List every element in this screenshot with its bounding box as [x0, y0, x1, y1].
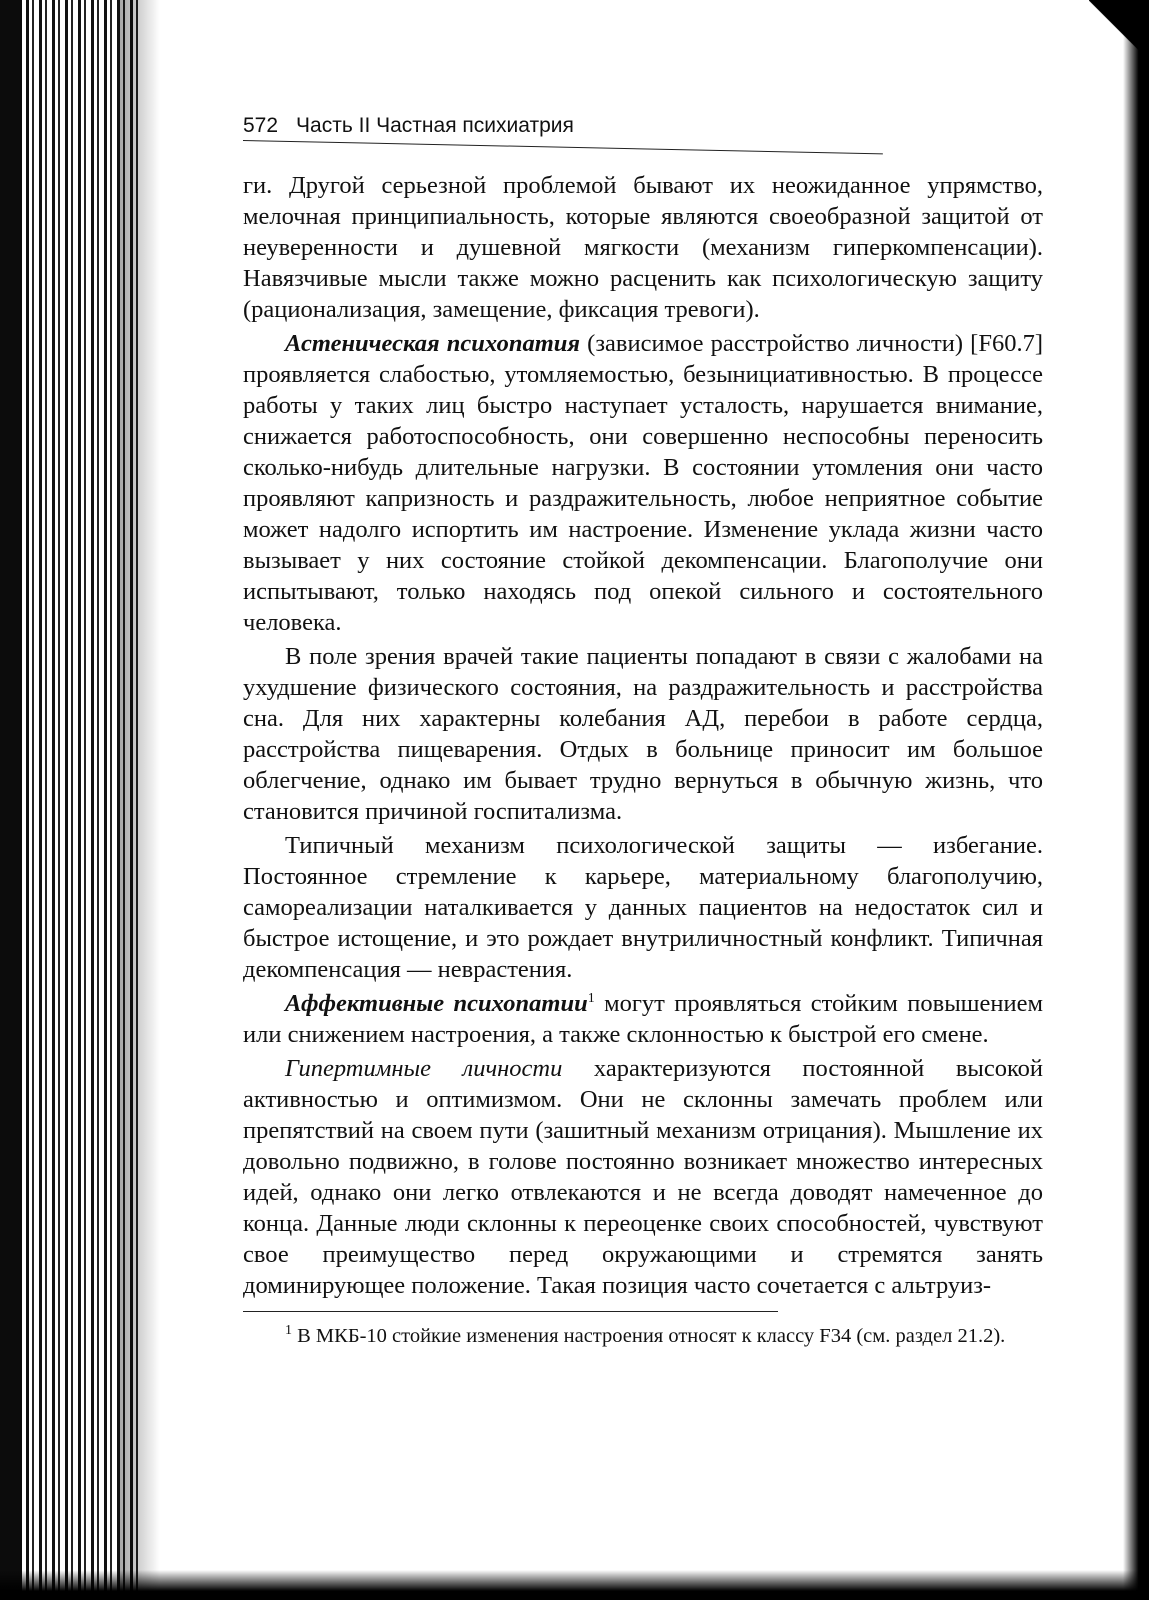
- main-text: [243, 170, 1043, 1301]
- paragraph: [243, 830, 1043, 985]
- footnote-number: 1: [285, 1323, 292, 1339]
- running-title: Часть II Частная психиатрия: [296, 114, 574, 137]
- paragraph: [243, 328, 1043, 638]
- bottom-edge-shadow: [0, 1570, 1149, 1600]
- paragraph-text: В поле зрения врачей такие пациенты попадают в связи с жалобами на ухудшение физического состояния, на раздражительность и расстройства сна. Для них характерны колебания АД, перебои в работе сердца, расстройства пищеварения. Отдых в больнице приносит им большое облегчение, однако им бывает трудно вернуться в обычную жизнь, что становится причиной госпитализма.: [243, 643, 1043, 825]
- footnote-marker: 1: [587, 990, 595, 1006]
- paragraph: [243, 988, 1043, 1050]
- paragraph: [243, 641, 1043, 827]
- paragraph-text: Типичный механизм психологической защиты — избегание. Постоянное стремление к карьере, материальному благополучию, самореализации наталкивается у данных пациентов на недостаток сил и быстрое истощение, и это рождает внутриличностный конфликт. Типичная декомпенсация — неврастения.: [243, 832, 1043, 983]
- term-asthenic: Астеническая психопатия: [285, 330, 581, 357]
- paragraph-text: (зависимое расстройство личности) [F60.7] проявляется слабостью, утомляемостью, безынициативностью. В процессе работы у таких лиц быстро наступает усталость, нарушается внимание, снижается работоспособность, они совершенно неспособны переносить сколько-нибудь длительные нагрузки. В состоянии утомления они часто проявляют капризность и раздражительность, любое неприятное событие может надолго испортить им настроение. Изменение уклада жизни часто вызывает у них состояние стойкой декомпенсации. Благополучие они испытывают, только находясь под опекой сильного и состоятельного человека.: [243, 330, 1044, 636]
- paragraph-text: характеризуются постоянной высокой активностью и оптимизмом. Они не склонны замечать проблем или препятствий на своем пути (зашитный механизм отрицания). Мышление их довольно подвижно, в голове постоянно возникает множество интересных идей, однако они легко отвлекаются и не всегда доводят намеченное до конца. Данные люди склонны к переоценке своих способностей, чувствуют свое преимущество перед окружающими и стремятся занять доминирующее положение. Такая позиция часто сочетается с альтруиз-: [243, 1055, 1043, 1299]
- footnote-text: В МКБ-10 стойкие изменения настроения относят к классу F34 (см. раздел 21.2).: [292, 1325, 1006, 1347]
- paragraph: [243, 170, 1043, 325]
- term-hyperthymic: Гипертимные личности: [285, 1055, 563, 1082]
- page-number: 572: [243, 114, 279, 137]
- running-head: [243, 114, 574, 138]
- paragraph: [243, 1053, 1043, 1301]
- right-edge-shadow: [1123, 0, 1149, 1600]
- term-affective: Аффективные психопатии: [285, 990, 588, 1017]
- spine-shadow: [0, 0, 22, 1600]
- paragraph-text: могут проявляться стойким повышением или снижением настроения, а также склонностью к быстрой его смене.: [243, 990, 1043, 1048]
- footnote-rule: [243, 1311, 778, 1312]
- paragraph-text: ги. Другой серьезной проблемой бывают их неожиданное упрямство, мелочная принципиальность, которые являются своеобразной защитой от неуверенности и душевной мягкости (механизм гиперкомпенсации). Навязчивые мысли также можно расценить как психологическую защиту (рационализация, замещение, фиксация тревоги).: [243, 172, 1043, 323]
- top-right-corner-shadow: [1089, 0, 1149, 60]
- gutter-shade: [120, 0, 160, 1600]
- footnote: [243, 1322, 1043, 1350]
- footnote-paragraph: [243, 1322, 1043, 1350]
- header-rule: [243, 140, 883, 154]
